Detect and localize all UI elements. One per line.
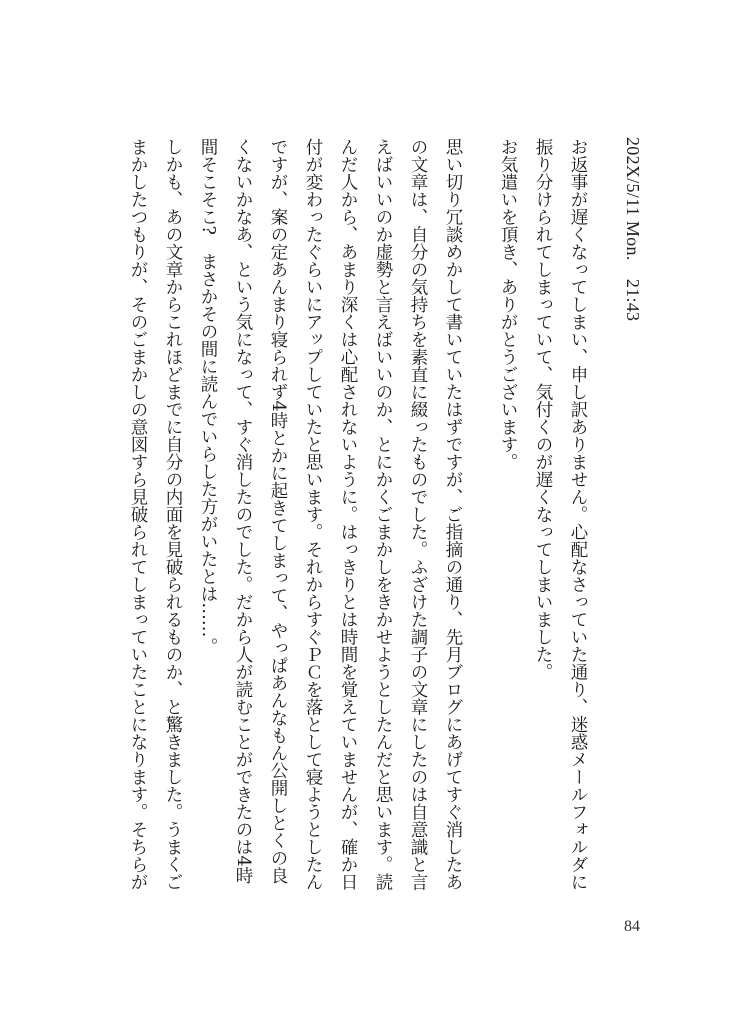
- text-line: んだ人から、あまり深くは心配されないように。はっきりとは時間を覚えていませんが、確か日: [338, 138, 358, 891]
- vertical-body-text: [120, 138, 595, 908]
- text-line: くないかなあ、という気になって、すぐ消したのでした。だから人が読むことができたのは4時: [233, 138, 253, 885]
- text-line: しかも、あの文章からこれほどまでに自分の内面を見破られるものか、と驚きました。うまくご: [163, 138, 183, 891]
- text-line: まかしたつもりが、そのごまかしの意図すら見破られてしまっていたことになります。そちらが: [128, 138, 148, 891]
- text-line: お気遣いを頂き、ありがとうございます。: [498, 138, 518, 471]
- text-line: ですが、案の定あんまり寝られず4時とかに起きてしまって、やっぱあんなもん公開しとくの良: [268, 138, 288, 885]
- text-line: の文章は、自分の気持ちを素直に綴ったものでした。ふざけた調子の文章にしたのは自意識と言: [408, 138, 428, 891]
- text-line: 振り分けられてしまっていて、気付くのが遅くなってしまいました。: [533, 138, 553, 681]
- page-number: 84: [624, 918, 640, 935]
- text-line: お返事が遅くなってしまい、申し訳ありません。心配なさっていた通り、迷惑メールフォルダに: [568, 138, 588, 891]
- text-line: 思い切り冗談めかして書いていたはずですが、ご指摘の通り、先月ブログにあげてすぐ消したあ: [443, 138, 463, 891]
- entry-date-heading: 202X/5/11 Mon. 21:43: [623, 137, 643, 322]
- text-line: 付が変わったぐらいにアップしていたと思います。それからすぐＰＣを落として寝ようとしたん: [303, 138, 323, 891]
- text-line: えばいいのか虚勢と言えばいいのか、とにかくごまかしをきかせようとしたんだと思います。読: [373, 138, 393, 891]
- text-line: 間そこそこ? まさかその間に読んでいらした方がいたとは……。: [198, 138, 218, 655]
